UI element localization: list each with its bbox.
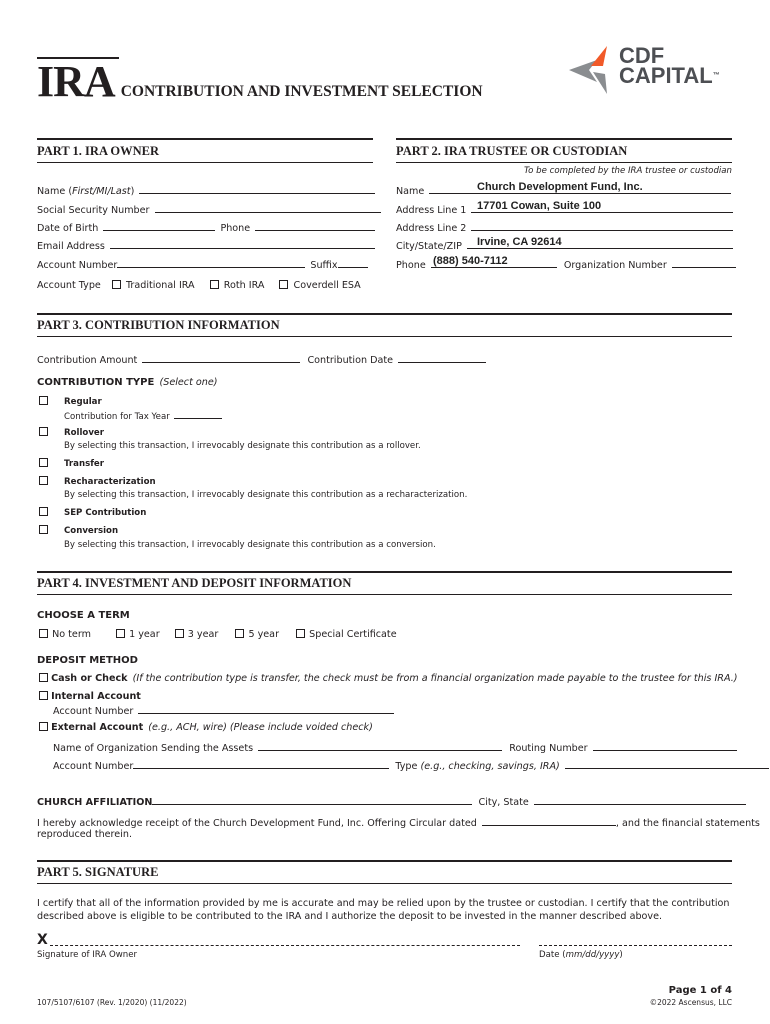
tax-year-field[interactable] — [174, 409, 222, 419]
coverdell-esa-checkbox[interactable] — [279, 280, 288, 289]
ssn-row — [37, 203, 381, 216]
part3-rule-bottom — [37, 336, 732, 337]
five-year-checkbox[interactable] — [235, 629, 244, 638]
account-type-row — [37, 280, 361, 291]
internal-account-number-label: Account Number — [53, 706, 134, 717]
contribution-date-label: Contribution Date — [307, 355, 394, 366]
contribution-amount-label: Contribution Amount — [37, 355, 138, 366]
external-account-checkbox[interactable] — [39, 722, 48, 731]
recharacterization-checkbox[interactable] — [39, 476, 48, 485]
part2-rule-bottom — [396, 162, 732, 163]
part3-header: PART 3. CONTRIBUTION INFORMATION — [37, 318, 280, 332]
owner-name-row: Name (First/MI/Last) — [37, 184, 373, 197]
part2-rule — [396, 138, 732, 140]
circular-date-field[interactable] — [482, 816, 616, 826]
cdf-capital-logo — [567, 44, 737, 96]
page-number: Page 1 of 4 — [668, 985, 732, 996]
conversion-checkbox[interactable] — [39, 525, 48, 534]
internal-account-number-field[interactable] — [138, 704, 394, 714]
email-row — [37, 239, 375, 252]
logo-line1: CDF — [619, 43, 665, 68]
copyright: ©2022 Ascensus, LLC — [649, 998, 732, 1007]
trustee-phone-label: Phone — [396, 260, 426, 271]
one-year-label: 1 year — [129, 629, 160, 640]
transfer-label: Transfer — [64, 459, 104, 469]
account-type-field[interactable] — [565, 759, 769, 769]
conversion-label: Conversion — [64, 526, 119, 536]
five-year-label: 5 year — [248, 629, 280, 640]
internal-account-label: Internal Account — [51, 691, 141, 702]
org-number-field[interactable] — [672, 258, 736, 268]
acknowledge-line1: I hereby acknowledge receipt of the Church Development Fund, Inc. Offering Circular dated , and the financial statements — [37, 818, 760, 829]
title-underline — [37, 57, 119, 59]
recharacterization-note: By selecting this transaction, I irrevocably designate this contribution as a recharacterization. — [64, 490, 468, 500]
rollover-note: By selecting this transaction, I irrevocably designate this contribution as a rollover. — [64, 441, 421, 451]
external-account-note: (e.g., ACH, wire) (Please include voided check) — [148, 722, 373, 733]
contribution-date-field[interactable] — [398, 353, 486, 363]
roth-ira-checkbox[interactable] — [210, 280, 219, 289]
roth-ira-label: Roth IRA — [223, 280, 265, 291]
cash-check-row — [39, 673, 738, 684]
suffix-label: Suffix — [310, 260, 338, 271]
addr2-label: Address Line 2 — [396, 223, 467, 234]
csz-label: City/State/ZIP — [396, 241, 462, 252]
three-year-label: 3 year — [187, 629, 219, 640]
form-id: 107/5107/6107 (Rev. 1/2020) (11/2022) — [37, 998, 187, 1007]
trustee-name-value: Church Development Fund, Inc. — [477, 181, 643, 193]
internal-account-checkbox[interactable] — [39, 691, 48, 700]
rollover-label: Rollover — [64, 428, 104, 438]
account-number-label: Account Number — [37, 260, 118, 271]
title-ira: IRA — [37, 57, 115, 106]
regular-checkbox[interactable] — [39, 396, 48, 405]
csz-row — [396, 239, 733, 252]
part2-header: PART 2. IRA TRUSTEE OR CUSTODIAN — [396, 144, 628, 158]
part1-header: PART 1. IRA OWNER — [37, 144, 160, 158]
account-type-field-label: Type — [395, 761, 418, 772]
conversion-note: By selecting this transaction, I irrevocably designate this contribution as a conversion. — [64, 540, 436, 550]
traditional-ira-label: Traditional IRA — [125, 280, 195, 291]
routing-number-field[interactable] — [593, 741, 737, 751]
addr1-value: 17701 Cowan, Suite 100 — [477, 200, 602, 212]
dob-field[interactable] — [103, 221, 215, 231]
title-text: CONTRIBUTION AND INVESTMENT SELECTION — [120, 83, 483, 100]
email-label: Email Address — [37, 241, 105, 252]
ext-account-number-row — [53, 759, 769, 772]
signature-line[interactable] — [50, 945, 520, 946]
part4-rule — [37, 571, 732, 573]
certify-line1: I certify that all of the information provided by me is accurate and may be relied upon by the trustee or custodian. I certify that the contribution — [37, 898, 730, 909]
no-term-checkbox[interactable] — [39, 629, 48, 638]
part1-rule — [37, 138, 373, 140]
account-number-field[interactable] — [117, 258, 305, 268]
ssn-field[interactable] — [155, 203, 381, 213]
internal-account-row — [39, 691, 141, 702]
certify-line2: described above is eligible to be contributed to the IRA and I authorize the deposit to be invested in the manner described above. — [37, 911, 663, 922]
special-certificate-label: Special Certificate — [309, 629, 397, 640]
signature-label: Signature of IRA Owner — [37, 950, 138, 960]
contribution-amount-field[interactable] — [142, 353, 300, 363]
part5-header: PART 5. SIGNATURE — [37, 865, 159, 879]
trustee-phone-value: (888) 540-7112 — [433, 255, 508, 267]
city-state-field[interactable] — [534, 795, 746, 805]
signature-x-mark: X — [37, 932, 48, 948]
ext-account-number-label: Account Number — [53, 761, 134, 772]
church-affiliation-field[interactable] — [152, 795, 472, 805]
sep-checkbox[interactable] — [39, 507, 48, 516]
suffix-field[interactable] — [338, 258, 368, 268]
deposit-method-label: DEPOSIT METHOD — [37, 655, 138, 666]
contribution-type-heading: CONTRIBUTION TYPE (Select one) — [37, 377, 218, 388]
logo-text — [619, 43, 720, 88]
org-sending-label: Name of Organization Sending the Assets — [53, 743, 254, 754]
logo-tm: ™ — [712, 72, 720, 79]
routing-number-label: Routing Number — [509, 743, 588, 754]
part3-rule — [37, 313, 732, 315]
cash-check-checkbox[interactable] — [39, 673, 48, 682]
coverdell-esa-label: Coverdell ESA — [293, 280, 361, 291]
part4-header: PART 4. INVESTMENT AND DEPOSIT INFORMATION — [37, 576, 352, 590]
ssn-label: Social Security Number — [37, 205, 150, 216]
date-label: Date (mm/dd/yyyy) — [539, 950, 623, 960]
choose-term-label: CHOOSE A TERM — [37, 610, 130, 621]
sep-label: SEP Contribution — [64, 508, 147, 518]
owner-phone-label: Phone — [220, 223, 251, 234]
org-number-label: Organization Number — [563, 260, 667, 271]
external-account-row — [39, 722, 373, 733]
special-certificate-checkbox[interactable] — [296, 629, 305, 638]
part1-rule-bottom — [37, 162, 373, 163]
ext-account-number-field[interactable] — [133, 759, 389, 769]
city-state-label: City, State — [478, 797, 529, 808]
no-term-label: No term — [52, 629, 91, 640]
contribution-amount-row — [37, 353, 486, 366]
part5-rule-bottom — [37, 883, 732, 884]
account-type-hint: (e.g., checking, savings, IRA) — [420, 761, 560, 772]
owner-name-field[interactable] — [139, 184, 375, 194]
form-title — [37, 57, 483, 106]
part4-rule-bottom — [37, 594, 732, 595]
part2-note: To be completed by the IRA trustee or custodian — [523, 166, 732, 176]
date-line[interactable] — [539, 945, 732, 946]
logo-line2: CAPITAL — [619, 63, 713, 88]
church-affiliation-label: CHURCH AFFILIATION — [37, 797, 153, 808]
tax-year-row: Contribution for Tax Year — [64, 409, 222, 422]
traditional-ira-checkbox[interactable] — [112, 280, 121, 289]
account-type-label: Account Type — [37, 280, 101, 291]
rollover-checkbox[interactable] — [39, 427, 48, 436]
internal-account-number-row — [53, 704, 394, 717]
dob-row — [37, 221, 375, 234]
term-options — [39, 629, 397, 640]
addr2-row — [396, 221, 733, 234]
logo-mark-icon — [567, 44, 617, 96]
owner-phone-field[interactable] — [255, 221, 375, 231]
owner-name-label: Name ( — [37, 186, 73, 197]
regular-label: Regular — [64, 397, 102, 407]
csz-value: Irvine, CA 92614 — [477, 236, 562, 248]
transfer-checkbox[interactable] — [39, 458, 48, 467]
acknowledge-line2: reproduced therein. — [37, 829, 132, 840]
org-sending-field[interactable] — [258, 741, 502, 751]
addr1-label: Address Line 1 — [396, 205, 467, 216]
trustee-name-label: Name — [396, 186, 425, 197]
one-year-checkbox[interactable] — [116, 629, 125, 638]
recharacterization-label: Recharacterization — [64, 477, 156, 487]
cash-check-label: Cash or Check — [51, 673, 128, 684]
email-field[interactable] — [110, 239, 375, 249]
three-year-checkbox[interactable] — [175, 629, 184, 638]
external-account-label: External Account — [51, 722, 144, 733]
account-row — [37, 258, 368, 271]
cash-check-note: (If the contribution type is transfer, the check must be from a financial organization made payable to the trustee for this IRA.) — [132, 673, 738, 684]
dob-label: Date of Birth — [37, 223, 99, 234]
addr2-field[interactable] — [471, 221, 733, 231]
church-affiliation-row — [37, 795, 746, 808]
org-sending-row — [53, 741, 737, 754]
part5-rule — [37, 860, 732, 862]
